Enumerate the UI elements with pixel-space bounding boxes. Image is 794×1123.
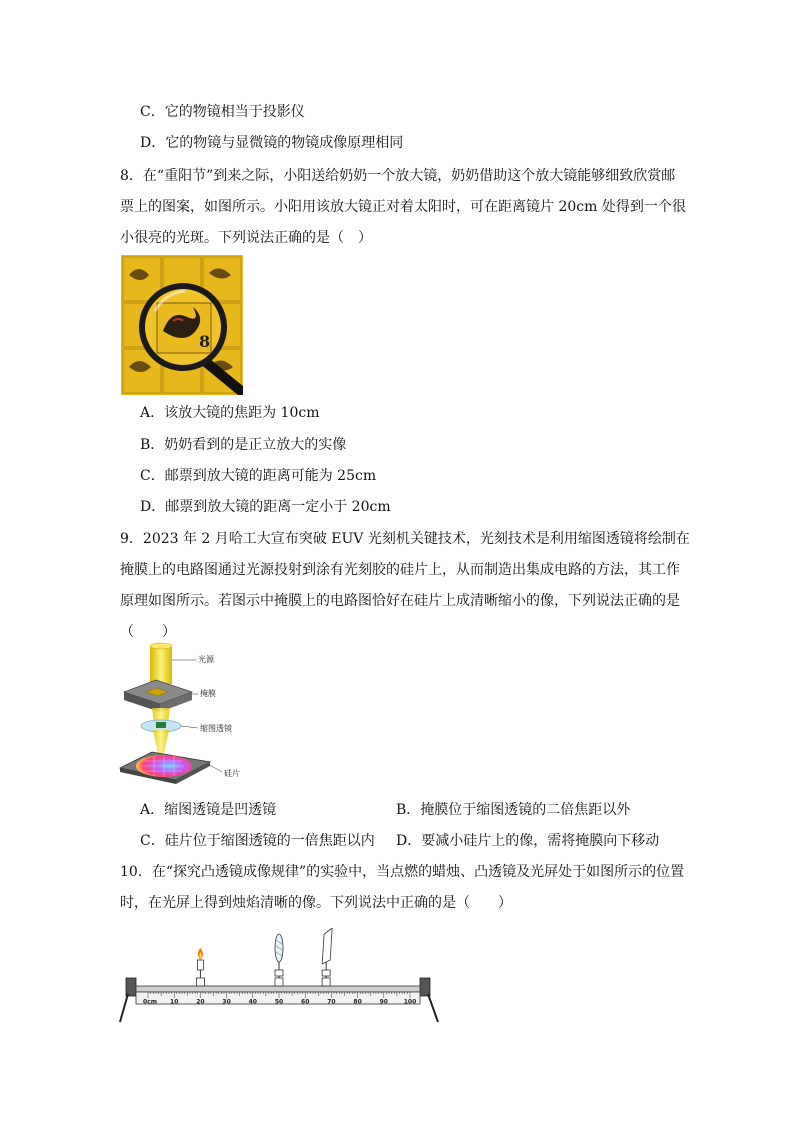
label-light-source: 光源: [198, 655, 214, 664]
q9-stem-line1: 9．2023 年 2 月哈工大宣布突破 EUV 光刻机关键技术，光刻技术是利用缩图透镜将绘制在: [120, 531, 690, 547]
magnifier-stamp-image: [121, 255, 243, 395]
candle: [196, 948, 204, 986]
q8-stem-line1: 8．在“重阳节”到来之际，小阳送给奶奶一个放大镜，奶奶借助这个放大镜能够细致欣赏邮: [120, 168, 676, 184]
q7-option-d: D．它的物镜与显微镜的物镜成像原理相同: [140, 135, 404, 151]
q10-stem-line1: 10．在“探究凸透镜成像规律”的实验中，当点燃的蜡烛、凸透镜及光屏处于如图所示的位置: [120, 864, 685, 880]
ruler-label: 100: [403, 998, 417, 1006]
stamp-value-digit: 8: [199, 332, 211, 351]
convex-lens: [275, 934, 283, 986]
q9-stem-line2: 掩膜上的电路图通过光源投射到涂有光刻胶的硅片上，从而制造出集成电路的方法，其工作: [120, 562, 680, 578]
ruler-label: 40: [248, 998, 257, 1006]
q8-option-c: C．邮票到放大镜的距离可能为 25cm: [140, 468, 377, 484]
label-reduction-lens: 缩图透镜: [200, 724, 232, 733]
ruler-label: 60: [301, 998, 310, 1006]
ruler-label: 80: [353, 998, 362, 1006]
ruler-label: 0cm: [143, 998, 157, 1006]
label-wafer: 硅片: [224, 769, 240, 778]
ruler-label: 70: [327, 998, 336, 1006]
q9-stem-line3: 原理如图所示。若图示中掩膜上的电路图恰好在硅片上成清晰缩小的像，下列说法正确的是: [120, 593, 680, 609]
q7-option-c: C．它的物镜相当于投影仪: [140, 104, 305, 120]
q8-option-d: D．邮票到放大镜的距离一定小于 20cm: [140, 499, 391, 515]
q8-stem-line2: 票上的图案，如图所示。小阳用该放大镜正对着太阳时，可在距离镜片 20cm 处得到一个很: [120, 199, 686, 215]
ruler-label: 10: [170, 998, 179, 1006]
q10-stem-line2: 时，在光屏上得到烛焰清晰的像。下列说法中正确的是（ ）: [120, 895, 512, 911]
optical-bench-diagram: [118, 928, 448, 1028]
light-screen: [322, 928, 332, 986]
ruler-label: 90: [379, 998, 388, 1006]
lithography-diagram: [118, 640, 258, 790]
ruler-label: 20: [196, 998, 205, 1006]
ruler-label: 30: [222, 998, 231, 1006]
q8-option-a: A．该放大镜的焦距为 10cm: [140, 405, 320, 421]
ruler-label: 50: [274, 998, 284, 1006]
q9-option-c: C．硅片位于缩图透镜的一倍焦距以内: [140, 833, 375, 849]
q8-stem-line3: 小很亮的光斑。下列说法正确的是（ ）: [120, 230, 372, 246]
q9-option-d: D．要减小硅片上的像，需将掩膜向下移动: [396, 833, 660, 849]
q9-stem-line4: （ ）: [120, 624, 176, 640]
q9-option-b: B．掩膜位于缩图透镜的二倍焦距以外: [396, 802, 631, 818]
label-mask: 掩膜: [200, 689, 216, 698]
q9-option-a: A．缩图透镜是凹透镜: [140, 802, 277, 818]
q8-option-b: B．奶奶看到的是正立放大的实像: [140, 437, 347, 453]
